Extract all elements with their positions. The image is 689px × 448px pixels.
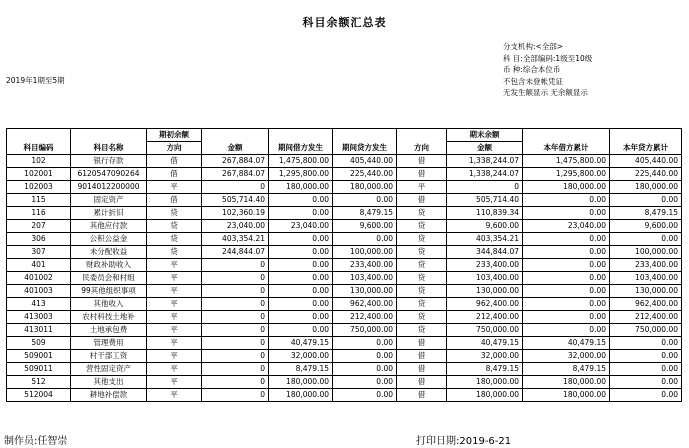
cell-opening-direction: 贷 xyxy=(147,233,202,246)
cell-opening-direction: 平 xyxy=(147,259,202,272)
header-code: 科目编码 xyxy=(7,142,71,155)
cell-closing-amount: 130,000.00 xyxy=(447,285,523,298)
cell-year-debit: 0.00 xyxy=(523,298,610,311)
cell-year-debit: 180,000.00 xyxy=(523,389,610,402)
cell-opening-direction: 平 xyxy=(147,311,202,324)
cell-period-credit: 212,400.00 xyxy=(333,311,397,324)
cell-closing-amount: 40,479.15 xyxy=(447,337,523,350)
cell-closing-direction: 贷 xyxy=(397,272,447,285)
cell-closing-direction: 贷 xyxy=(397,311,447,324)
cell-period-credit: 100,000.00 xyxy=(333,246,397,259)
cell-code: 207 xyxy=(7,220,71,233)
cell-name: 9014012200000 xyxy=(71,181,147,194)
cell-closing-direction: 贷 xyxy=(397,220,447,233)
cell-code: 413 xyxy=(7,298,71,311)
group-header-closing: 期末余额 xyxy=(447,129,523,142)
table-body xyxy=(7,155,682,402)
cell-period-debit: 40,479.15 xyxy=(269,337,333,350)
cell-name: 其他收入 xyxy=(71,298,147,311)
cell-opening-direction: 贷 xyxy=(147,207,202,220)
cell-period-debit: 0.00 xyxy=(269,311,333,324)
cell-period-debit: 0.00 xyxy=(269,259,333,272)
header-period-credit: 期间贷方发生 xyxy=(333,142,397,155)
cell-year-credit: 0.00 xyxy=(610,363,682,376)
cell-period-debit: 0.00 xyxy=(269,233,333,246)
cell-period-credit: 0.00 xyxy=(333,194,397,207)
cell-period-credit: 8,479.15 xyxy=(333,207,397,220)
cell-period-credit: 9,600.00 xyxy=(333,220,397,233)
cell-opening-amount: 102,360.19 xyxy=(202,207,269,220)
cell-name: 耕地补偿款 xyxy=(71,389,147,402)
cell-name: 99其他组织事项 xyxy=(71,285,147,298)
cell-code: 509001 xyxy=(7,350,71,363)
cell-opening-amount: 0 xyxy=(202,337,269,350)
table-row xyxy=(7,389,682,402)
cell-period-debit: 0.00 xyxy=(269,207,333,220)
cell-name: 固定资产 xyxy=(71,194,147,207)
cell-period-debit: 180,000.00 xyxy=(269,181,333,194)
cell-period-credit: 0.00 xyxy=(333,376,397,389)
cell-name: 管理费用 xyxy=(71,337,147,350)
cell-closing-amount: 505,714.40 xyxy=(447,194,523,207)
cell-opening-direction: 借 xyxy=(147,194,202,207)
cell-opening-amount: 267,884.07 xyxy=(202,168,269,181)
cell-year-debit: 0.00 xyxy=(523,194,610,207)
cell-year-debit: 32,000.00 xyxy=(523,350,610,363)
cell-period-debit: 0.00 xyxy=(269,246,333,259)
cell-opening-direction: 平 xyxy=(147,272,202,285)
cell-year-credit: 233,400.00 xyxy=(610,259,682,272)
cell-opening-direction: 平 xyxy=(147,337,202,350)
cell-year-credit: 8,479.15 xyxy=(610,207,682,220)
cell-opening-amount: 0 xyxy=(202,389,269,402)
cell-period-credit: 103,400.00 xyxy=(333,272,397,285)
cell-closing-amount: 32,000.00 xyxy=(447,350,523,363)
table-row xyxy=(7,311,682,324)
cell-period-credit: 0.00 xyxy=(333,350,397,363)
cell-opening-direction: 借 xyxy=(147,168,202,181)
cell-opening-direction: 平 xyxy=(147,363,202,376)
cell-period-debit: 0.00 xyxy=(269,194,333,207)
cell-period-credit: 405,440.00 xyxy=(333,155,397,168)
group-header-spacer xyxy=(71,129,147,142)
cell-closing-direction: 借 xyxy=(397,155,447,168)
cell-period-credit: 0.00 xyxy=(333,389,397,402)
cell-period-debit: 8,479.15 xyxy=(269,363,333,376)
cell-code: 307 xyxy=(7,246,71,259)
table-row xyxy=(7,285,682,298)
cell-name: 农村科技土地补 xyxy=(71,311,147,324)
table-row xyxy=(7,168,682,181)
table-row xyxy=(7,272,682,285)
cell-period-credit: 0.00 xyxy=(333,337,397,350)
table-row xyxy=(7,233,682,246)
cell-opening-direction: 贷 xyxy=(147,220,202,233)
cell-period-credit: 0.00 xyxy=(333,363,397,376)
cell-opening-amount: 244,844.07 xyxy=(202,246,269,259)
cell-code: 413011 xyxy=(7,324,71,337)
cell-code: 306 xyxy=(7,233,71,246)
meta-no-balance: 无发生额显示 无余额显示 xyxy=(503,88,588,97)
cell-closing-amount: 180,000.00 xyxy=(447,389,523,402)
cell-year-credit: 0.00 xyxy=(610,233,682,246)
cell-period-credit: 0.00 xyxy=(333,233,397,246)
cell-closing-amount: 1,338,244.07 xyxy=(447,168,523,181)
cell-closing-amount: 344,844.07 xyxy=(447,246,523,259)
cell-year-debit: 0.00 xyxy=(523,324,610,337)
cell-name: 营性固定资产 xyxy=(71,363,147,376)
header-opening-amount: 金额 xyxy=(202,142,269,155)
cell-closing-amount: 212,400.00 xyxy=(447,311,523,324)
cell-year-credit: 225,440.00 xyxy=(610,168,682,181)
cell-closing-direction: 借 xyxy=(397,363,447,376)
cell-opening-direction: 平 xyxy=(147,389,202,402)
table-row xyxy=(7,337,682,350)
table-row xyxy=(7,324,682,337)
table-row xyxy=(7,194,682,207)
balance-table xyxy=(6,128,682,402)
header-closing-amount: 金额 xyxy=(447,142,523,155)
cell-code: 413003 xyxy=(7,311,71,324)
meta-org: 分支机构:<全部> xyxy=(503,42,564,51)
footer-print-date: 打印日期:2019-6-21 xyxy=(416,436,512,447)
table-row xyxy=(7,350,682,363)
group-header-spacer xyxy=(7,129,71,142)
cell-closing-amount: 0 xyxy=(447,181,523,194)
table-row xyxy=(7,246,682,259)
cell-year-credit: 130,000.00 xyxy=(610,285,682,298)
cell-closing-direction: 贷 xyxy=(397,233,447,246)
report-meta xyxy=(503,41,592,99)
cell-opening-direction: 平 xyxy=(147,285,202,298)
meta-currency: 币 种:综合本位币 xyxy=(503,65,561,74)
cell-opening-direction: 贷 xyxy=(147,246,202,259)
cell-year-debit: 0.00 xyxy=(523,207,610,220)
cell-name: 土地承包费 xyxy=(71,324,147,337)
table-row xyxy=(7,259,682,272)
cell-closing-direction: 贷 xyxy=(397,324,447,337)
cell-name: 6120547090264 xyxy=(71,168,147,181)
cell-code: 512004 xyxy=(7,389,71,402)
cell-closing-amount: 180,000.00 xyxy=(447,376,523,389)
table-row xyxy=(7,207,682,220)
cell-closing-direction: 贷 xyxy=(397,207,447,220)
cell-closing-direction: 借 xyxy=(397,337,447,350)
cell-opening-amount: 0 xyxy=(202,350,269,363)
cell-opening-amount: 23,040.00 xyxy=(202,220,269,233)
cell-year-credit: 180,000.00 xyxy=(610,181,682,194)
cell-year-credit: 0.00 xyxy=(610,389,682,402)
table-row xyxy=(7,155,682,168)
cell-year-debit: 23,040.00 xyxy=(523,220,610,233)
cell-year-credit: 0.00 xyxy=(610,337,682,350)
cell-opening-amount: 0 xyxy=(202,363,269,376)
footer-maker: 制作员:任智崇 xyxy=(4,436,68,447)
table-row xyxy=(7,220,682,233)
cell-year-debit: 0.00 xyxy=(523,259,610,272)
cell-opening-amount: 505,714.40 xyxy=(202,194,269,207)
cell-name: 未分配收益 xyxy=(71,246,147,259)
cell-closing-direction: 借 xyxy=(397,389,447,402)
group-header-spacer xyxy=(333,129,397,142)
cell-year-credit: 103,400.00 xyxy=(610,272,682,285)
group-header-spacer xyxy=(610,129,682,142)
cell-year-debit: 0.00 xyxy=(523,272,610,285)
cell-year-debit: 40,479.15 xyxy=(523,337,610,350)
cell-code: 115 xyxy=(7,194,71,207)
cell-year-credit: 100,000.00 xyxy=(610,246,682,259)
cell-period-credit: 233,400.00 xyxy=(333,259,397,272)
cell-year-debit: 180,000.00 xyxy=(523,376,610,389)
report-title: 科目余额汇总表 xyxy=(302,16,387,29)
cell-name: 银行存款 xyxy=(71,155,147,168)
meta-uncheck: 不包含未登帐凭证 xyxy=(503,76,563,86)
cell-period-credit: 225,440.00 xyxy=(333,168,397,181)
header-name: 科目名称 xyxy=(71,142,147,155)
cell-code: 116 xyxy=(7,207,71,220)
cell-opening-amount: 0 xyxy=(202,298,269,311)
cell-opening-direction: 平 xyxy=(147,376,202,389)
cell-year-debit: 0.00 xyxy=(523,311,610,324)
cell-name: 公积公益金 xyxy=(71,233,147,246)
cell-opening-amount: 0 xyxy=(202,376,269,389)
cell-year-credit: 405,440.00 xyxy=(610,155,682,168)
cell-code: 509011 xyxy=(7,363,71,376)
meta-subject: 科 目:全部编码:1级至10级 xyxy=(503,53,593,63)
cell-name: 其他应付款 xyxy=(71,220,147,233)
cell-period-debit: 32,000.00 xyxy=(269,350,333,363)
cell-name: 累计折旧 xyxy=(71,207,147,220)
cell-closing-direction: 贷 xyxy=(397,259,447,272)
cell-opening-amount: 267,884.07 xyxy=(202,155,269,168)
cell-name: 其他支出 xyxy=(71,376,147,389)
cell-year-debit: 180,000.00 xyxy=(523,181,610,194)
cell-closing-direction: 贷 xyxy=(397,298,447,311)
cell-opening-amount: 0 xyxy=(202,259,269,272)
cell-period-debit: 0.00 xyxy=(269,272,333,285)
cell-year-credit: 0.00 xyxy=(610,376,682,389)
cell-opening-direction: 平 xyxy=(147,298,202,311)
cell-opening-amount: 0 xyxy=(202,181,269,194)
cell-closing-amount: 233,400.00 xyxy=(447,259,523,272)
cell-code: 512 xyxy=(7,376,71,389)
cell-closing-amount: 403,354.21 xyxy=(447,233,523,246)
report-period: 2019年1期至5期 xyxy=(6,76,65,85)
cell-opening-direction: 平 xyxy=(147,324,202,337)
cell-name: 民委员会和村组 xyxy=(71,272,147,285)
cell-period-debit: 0.00 xyxy=(269,285,333,298)
cell-period-debit: 1,475,800.00 xyxy=(269,155,333,168)
cell-code: 401002 xyxy=(7,272,71,285)
cell-year-debit: 1,295,800.00 xyxy=(523,168,610,181)
cell-closing-direction: 平 xyxy=(397,181,447,194)
table-row xyxy=(7,298,682,311)
cell-year-credit: 0.00 xyxy=(610,350,682,363)
cell-closing-amount: 103,400.00 xyxy=(447,272,523,285)
header-closing-direction: 方向 xyxy=(397,142,447,155)
header-year-debit: 本年借方累计 xyxy=(523,142,610,155)
cell-closing-direction: 借 xyxy=(397,350,447,363)
table-group-header-row xyxy=(7,129,682,142)
cell-opening-amount: 403,354.21 xyxy=(202,233,269,246)
cell-year-credit: 0.00 xyxy=(610,194,682,207)
cell-period-debit: 0.00 xyxy=(269,324,333,337)
cell-opening-amount: 0 xyxy=(202,285,269,298)
cell-code: 102001 xyxy=(7,168,71,181)
cell-year-credit: 750,000.00 xyxy=(610,324,682,337)
cell-closing-amount: 1,338,244.07 xyxy=(447,155,523,168)
cell-code: 102 xyxy=(7,155,71,168)
cell-opening-direction: 借 xyxy=(147,155,202,168)
cell-code: 102003 xyxy=(7,181,71,194)
cell-opening-amount: 0 xyxy=(202,324,269,337)
cell-period-credit: 962,400.00 xyxy=(333,298,397,311)
cell-period-credit: 130,000.00 xyxy=(333,285,397,298)
cell-code: 509 xyxy=(7,337,71,350)
cell-code: 401003 xyxy=(7,285,71,298)
cell-opening-direction: 平 xyxy=(147,350,202,363)
table-row xyxy=(7,363,682,376)
cell-period-credit: 750,000.00 xyxy=(333,324,397,337)
group-header-spacer xyxy=(269,129,333,142)
cell-closing-amount: 8,479.15 xyxy=(447,363,523,376)
cell-closing-amount: 110,839.34 xyxy=(447,207,523,220)
cell-period-debit: 180,000.00 xyxy=(269,389,333,402)
cell-period-debit: 1,295,800.00 xyxy=(269,168,333,181)
cell-closing-direction: 借 xyxy=(397,168,447,181)
header-opening-direction: 方向 xyxy=(147,142,202,155)
cell-opening-amount: 0 xyxy=(202,311,269,324)
cell-year-credit: 9,600.00 xyxy=(610,220,682,233)
cell-closing-amount: 750,000.00 xyxy=(447,324,523,337)
table-row xyxy=(7,181,682,194)
group-header-spacer xyxy=(523,129,610,142)
cell-closing-direction: 借 xyxy=(397,194,447,207)
cell-year-debit: 8,479.15 xyxy=(523,363,610,376)
header-period-debit: 期间借方发生 xyxy=(269,142,333,155)
cell-period-debit: 180,000.00 xyxy=(269,376,333,389)
cell-closing-direction: 贷 xyxy=(397,246,447,259)
cell-period-debit: 23,040.00 xyxy=(269,220,333,233)
cell-name: 财政补助收入 xyxy=(71,259,147,272)
header-year-credit: 本年贷方累计 xyxy=(610,142,682,155)
cell-year-debit: 1,475,800.00 xyxy=(523,155,610,168)
cell-closing-amount: 962,400.00 xyxy=(447,298,523,311)
cell-year-debit: 0.00 xyxy=(523,233,610,246)
cell-year-credit: 962,400.00 xyxy=(610,298,682,311)
group-header-spacer xyxy=(397,129,447,142)
group-header-spacer xyxy=(202,129,269,142)
cell-closing-direction: 贷 xyxy=(397,285,447,298)
cell-opening-amount: 0 xyxy=(202,272,269,285)
table-header-row xyxy=(7,142,682,155)
cell-period-credit: 180,000.00 xyxy=(333,181,397,194)
cell-opening-direction: 平 xyxy=(147,181,202,194)
cell-closing-amount: 9,600.00 xyxy=(447,220,523,233)
cell-name: 村干部工资 xyxy=(71,350,147,363)
cell-year-credit: 212,400.00 xyxy=(610,311,682,324)
cell-year-debit: 0.00 xyxy=(523,246,610,259)
group-header-opening: 期初余额 xyxy=(147,129,202,142)
cell-code: 401 xyxy=(7,259,71,272)
cell-year-debit: 0.00 xyxy=(523,285,610,298)
cell-closing-direction: 借 xyxy=(397,376,447,389)
cell-period-debit: 0.00 xyxy=(269,298,333,311)
table-row xyxy=(7,376,682,389)
